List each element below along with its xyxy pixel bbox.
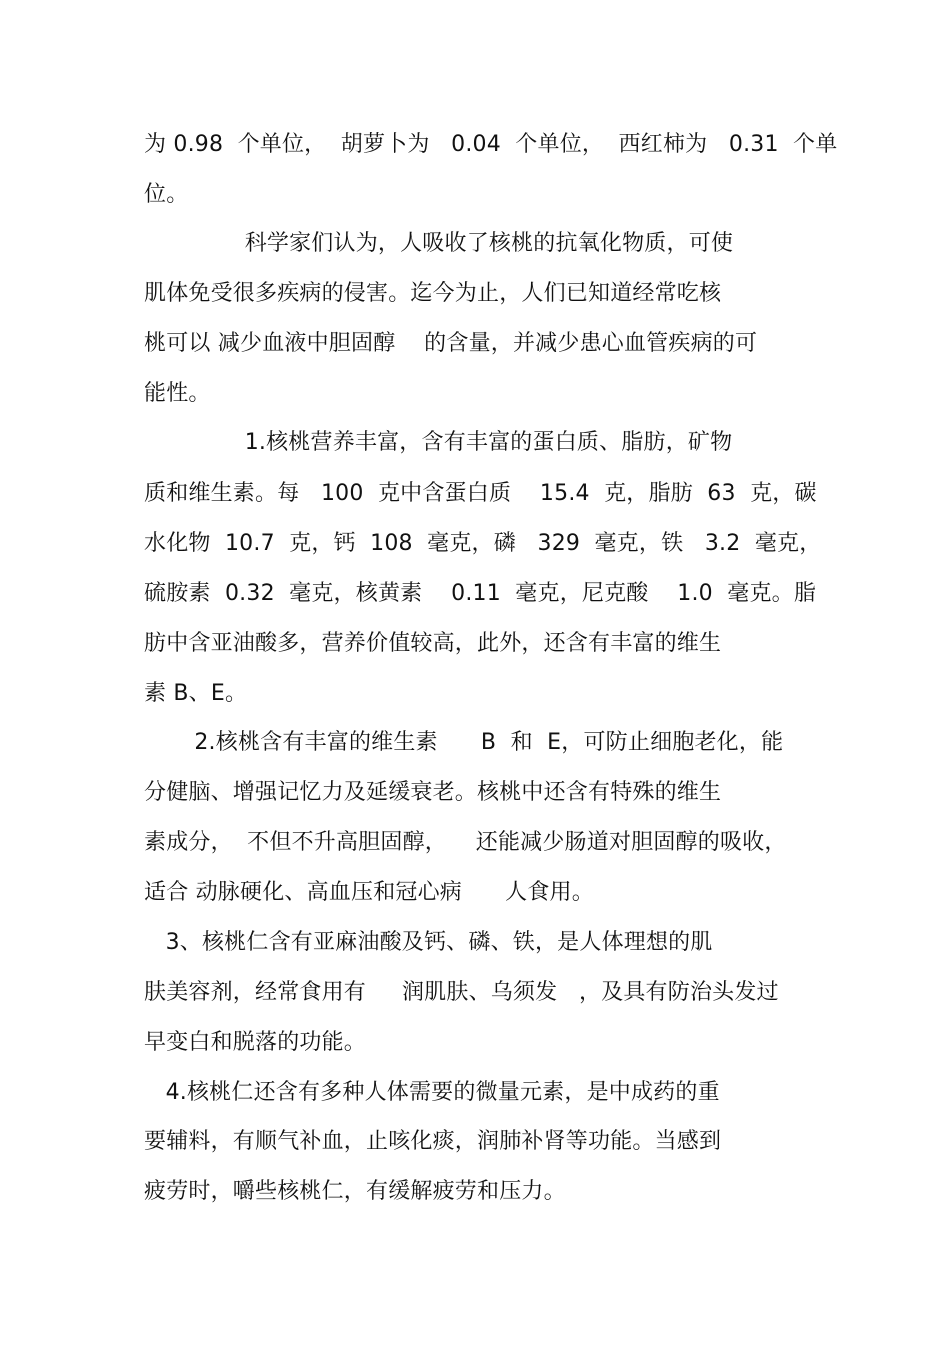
text-line: 要辅料，有顺气补血，止咳化痰，润肺补肾等功能。当感到 — [144, 1129, 722, 1154]
text-line: 疲劳时，嚼些核桃仁，有缓解疲劳和压力。 — [144, 1179, 566, 1204]
text-line: 为 0.98 个单位， 胡萝卜为 0.04 个单位， 西红柿为 0.31 个单 — [144, 132, 838, 157]
text-line: 2.核桃含有丰富的维生素 B 和 E，可防止细胞老化，能 — [144, 730, 784, 755]
text-line: 分健脑、增强记忆力及延缓衰老。核桃中还含有特殊的维生 — [144, 780, 722, 805]
text-line: 素 B、E。 — [144, 681, 248, 706]
text-line: 早变白和脱落的功能。 — [144, 1030, 367, 1055]
text-line: 桃可以 减少血液中胆固醇 的含量，并减少患心血管疾病的可 — [144, 331, 758, 356]
text-line: 水化物 10.7 克，钙 108 毫克，磷 329 毫克，铁 3.2 毫克， — [144, 531, 822, 556]
text-line: 硫胺素 0.32 毫克，核黄素 0.11 毫克，尼克酸 1.0 毫克。脂 — [144, 581, 817, 606]
text-line: 质和维生素。每 100 克中含蛋白质 15.4 克，脂肪 63 克，碳 — [144, 481, 817, 506]
text-line: 素成分， 不但不升高胆固醇， 还能减少肠道对胆固醇的吸收， — [144, 830, 787, 855]
text-line: 肪中含亚油酸多，营养价值较高，此外，还含有丰富的维生 — [144, 631, 722, 656]
text-line: 科学家们认为，人吸收了核桃的抗氧化物质，可使 — [144, 231, 734, 256]
text-line: 肤美容剂，经常食用有 润肌肤、乌须发 ，及具有防治头发过 — [144, 980, 779, 1005]
text-line: 能性。 — [144, 381, 211, 406]
text-line: 适合 动脉硬化、高血压和冠心病 人食用。 — [144, 880, 594, 905]
text-line: 4.核桃仁还含有多种人体需要的微量元素，是中成药的重 — [144, 1080, 720, 1105]
text-line: 3、核桃仁含有亚麻油酸及钙、磷、铁，是人体理想的肌 — [144, 930, 713, 955]
text-line: 1.核桃营养丰富，含有丰富的蛋白质、脂肪，矿物 — [144, 430, 733, 455]
text-line: 位。 — [144, 182, 189, 207]
text-line: 肌体免受很多疾病的侵害。迄今为止，人们已知道经常吃核 — [144, 281, 722, 306]
